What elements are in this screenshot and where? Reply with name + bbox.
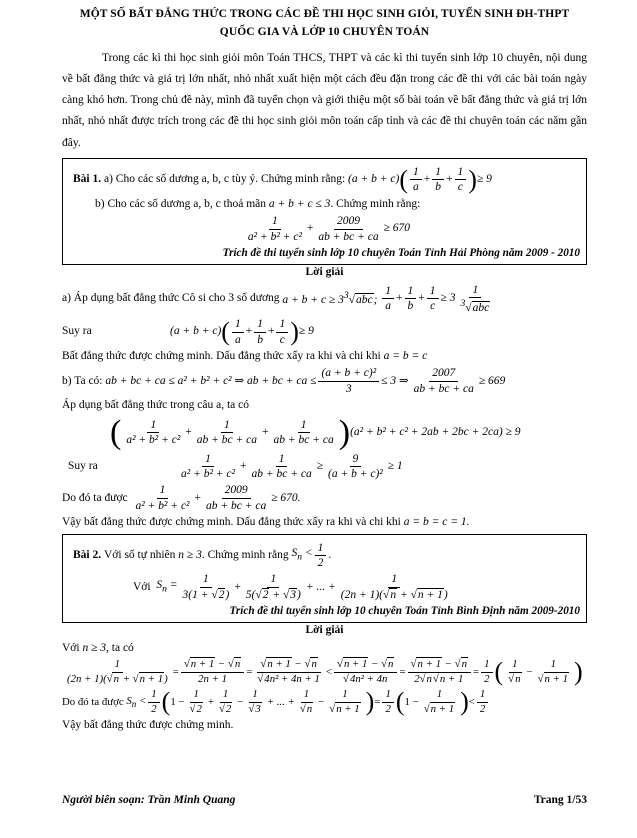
sol1-doda: Do đó ta được $\frac{1}{\text{a² + b² + c²}}$ + $\frac{2009}{ab + bc + ca}$ ≥ 670. [62, 484, 301, 512]
sol1-b: b) Ta có: ab + bc + ca ≤ a² + b² + c² ⇒ ab + bc + ca ≤ $\frac{\text{(a + b + c)²}}{3}$ ≤ 3 ⇒ $\frac{2007}{ab + bc + ca}$ ≥ 669 [62, 367, 506, 395]
problem-2-source: Trích đề thi tuyển sinh lớp 10 chuyên Toán Tỉnh Bình Định năm 2009-2010 [229, 605, 580, 618]
footer-author: Người biên soạn: Trần Minh Quang [62, 794, 236, 806]
page-footer [62, 793, 587, 809]
problem-2-box: Bài 2. Với số tự nhiên n ≥ 3 . Chứng minh rằng $S_n$ < $\frac{1}{2}$ . Với $S_n$ = $\frac{1}{3(1 + √2)}$ + $\frac{1}{5(√2 + √3)}$ + ... + $\frac{1}{(2n + 1)(√n + √n + 1)}$ Trích đề thi tuyển sinh lớp 10 chuyên Toán Tỉnh Bình Định năm 2009-2010 [62, 534, 587, 624]
sol1-suyra: Suy ra (a + b + c) ( $\frac{1}{a}$ + $\frac{1}{b}$ + $\frac{1}{c}$ ) ≥ 9 [62, 317, 314, 347]
sol2-doda: Do đó ta được $S_n$ < $\frac{1}{2}$ ( 1 − $\frac{1}{√2}$ + $\frac{1}{√2}$ − $\frac{1}{√3}$ + ... + $\frac{1}{√n}$ − $\frac{1}{√n + 1}$ ) = $\frac{1}{2}$ ( 1 − $\frac{1}{√n + 1}$ ) < $\frac{1}{2}$ [62, 688, 587, 716]
sol2-intro: Với n ≥ 3 , ta có [62, 641, 134, 654]
page-title: MỘT SỐ BẤT ĐẲNG THỨC TRONG CÁC ĐỀ THI HỌC SINH GIỎI, TUYỂN SINH ĐH-THPT QUỐC GIA VÀ LỚP 10 CHUYÊN TOÁN [79, 8, 570, 38]
sol1-conclude: Vậy bất đẳng thức được chứng minh. Dấu đẳng thức xẩy ra khi và chi khi a = b = c = 1. [62, 516, 470, 529]
sol1-apply-formula: ( $\frac{1}{\text{a² + b² + c²}}$ + $\frac{1}{ab + bc + ca}$ + $\frac{1}{ab + bc + ca}$ ) (a² + b² + c² + 2ab + 2bc + 2ca) ≥ 9 [110, 413, 521, 451]
solution-heading-2: Lời giải [305, 624, 344, 637]
problem-1-formula: $\frac{1}{\text{a² + b² + c²}}$ + $\frac{2009}{ab + bc + ca}$ ≥ 670 [247, 215, 411, 243]
problem-1-part-b: b) Cho các số dương a, b, c thoả mãn a + b + c ≤ 3 . Chứng minh rằng: [95, 197, 421, 210]
problem-1-part-a: Bài 1. a) Cho các số dương a, b, c tùy ý. Chứng minh rằng: (a + b + c) ( $\frac{1}{a}$ + $\frac{1}{b}$ + $\frac{1}{c}$ ) ≥ 9 [73, 164, 492, 194]
sol1-a: a) Áp dụng bất đẳng thức Cô si cho 3 số dương $a + b + c \ge 3^3√abc$; $\frac{1}{a}$ + $\frac{1}{b}$ + $\frac{1}{c}$ ≥ 3 $\frac{1}{^3√abc}$ [62, 283, 490, 314]
problem-1-source: Trích đề thi tuyển sinh lớp 10 chuyên Toán Tỉnh Hải Phòng năm 2009 - 2010 [222, 246, 580, 259]
intro-paragraph: Trong các kì thi học sinh giỏi môn Toán THCS, THPT và các kì thi tuyển sinh lớp 10 chuyên, nội dung về bất đẳng thức và giá trị lớn nhất, nhỏ nhất xuất hiện một cách đều đặn trong các đề thi với các bài toán ngày càng khó hơn. Trong chủ đề này, mình đã tuyển chọn và giới thiệu một số bài toán về bất đẳng thức và giá trị lớn nhất, nhỏ nhất được trích trong các đề thi học sinh giỏi môn toán cấp tỉnh và các đề thi chuyên toán các năm gần đây. [62, 51, 587, 149]
footer-page-number: Trang 1/53 [533, 794, 587, 806]
sol2-chain: $\frac{1}{(2n + 1)(√n + √n + 1)}$ = $\frac{√n + 1 - √n}{2n + 1}$ = $\frac{√n + 1 - √n}{\text{√4n² + 4n + 1}}$ < $\frac{√n + 1 - √n}{\text{√4n² + 4n}}$ = $\frac{√n + 1 - √n}{2√n√n + 1}$ = $\frac{1}{2}$ ( $\frac{1}{√n}$ − $\frac{1}{√n + 1}$ ) [67, 657, 583, 687]
page [62, 6, 587, 734]
sol1-eq-note: Bất đẳng thức được chứng minh. Dấu đẳng thức xẩy ra khi và chi khi a = b = c [62, 349, 428, 362]
solution-heading: Lời giải [305, 266, 344, 279]
sol2-conclude: Vậy bất đẳng thức được chứng minh. [62, 719, 234, 732]
sol1-apply: Áp dụng bất đẳng thức trong câu a, ta có [62, 399, 249, 412]
sol1-suyra2: Suy ra $\frac{1}{\text{a² + b² + c²}}$ + $\frac{1}{ab + bc + ca}$ ≥ $\frac{9}{\text{(a + b + c)²}}$ ≥ 1 [68, 452, 403, 481]
problem-1-box [62, 158, 587, 265]
formula: (a + b + c) [348, 173, 400, 186]
